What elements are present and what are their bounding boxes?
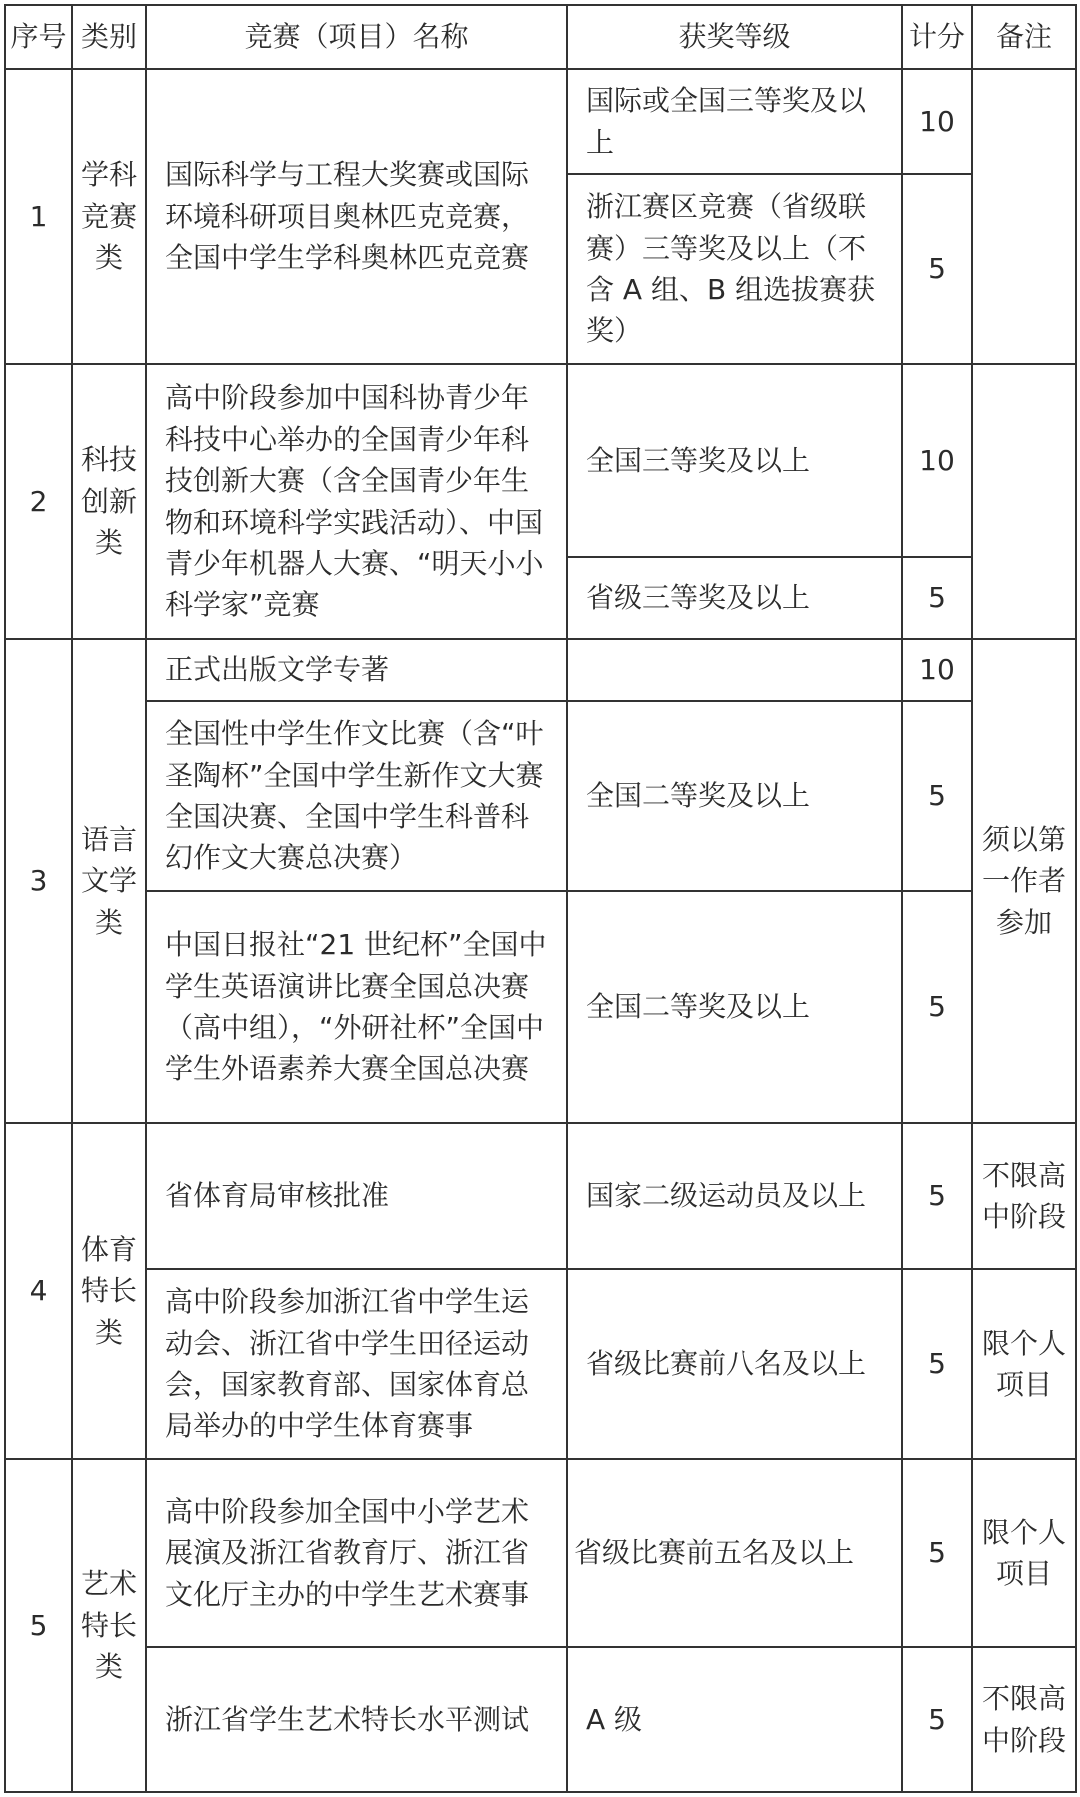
seq-cell: 3 (5, 639, 72, 1123)
award-cell: 国际或全国三等奖及以上 (567, 69, 902, 174)
score-cell: 5 (902, 174, 972, 364)
table-row (5, 364, 1076, 557)
note-cell: 限个人项目 (972, 1459, 1076, 1647)
seq-cell: 5 (5, 1459, 72, 1792)
table-row (5, 1123, 1076, 1269)
award-cell: 全国三等奖及以上 (567, 364, 902, 557)
score-cell: 10 (902, 69, 972, 174)
header-competition: 竞赛（项目）名称 (146, 5, 567, 69)
category-cell: 科技创新类 (72, 364, 146, 639)
competition-cell: 全国性中学生作文比赛（含“叶圣陶杯”全国中学生新作文大赛全国决赛、全国中学生科普科幻作文大赛总决赛） (146, 701, 567, 891)
table-row (5, 1269, 1076, 1459)
score-cell: 5 (902, 1123, 972, 1269)
header-award: 获奖等级 (567, 5, 902, 69)
note-cell: 不限高中阶段 (972, 1123, 1076, 1269)
score-cell: 5 (902, 1459, 972, 1647)
competition-cell: 高中阶段参加浙江省中学生运动会、浙江省中学生田径运动会，国家教育部、国家体育总局举办的中学生体育赛事 (146, 1269, 567, 1459)
award-cell: 全国二等奖及以上 (567, 891, 902, 1123)
category-cell: 语言文学类 (72, 639, 146, 1123)
note-cell: 须以第一作者参加 (972, 639, 1076, 1123)
competition-cell: 高中阶段参加全国中小学艺术展演及浙江省教育厅、浙江省文化厅主办的中学生艺术赛事 (146, 1459, 567, 1647)
header-note: 备注 (972, 5, 1076, 69)
seq-cell: 4 (5, 1123, 72, 1459)
category-cell: 学科竞赛类 (72, 69, 146, 364)
award-table (4, 4, 1077, 1793)
table-row (5, 1647, 1076, 1792)
note-cell (972, 364, 1076, 639)
table-row (5, 639, 1076, 701)
award-cell: 省级比赛前五名及以上 (567, 1459, 902, 1647)
score-cell: 5 (902, 891, 972, 1123)
award-cell: 浙江赛区竞赛（省级联赛）三等奖及以上（不含 A 组、B 组选拔赛获奖） (567, 174, 902, 364)
note-cell (972, 69, 1076, 364)
competition-cell: 高中阶段参加中国科协青少年科技中心举办的全国青少年科技创新大赛（含全国青少年生物和环境科学实践活动）、中国青少年机器人大赛、“明天小小科学家”竞赛 (146, 364, 567, 639)
competition-cell: 省体育局审核批准 (146, 1123, 567, 1269)
table-row (5, 1459, 1076, 1647)
header-seq: 序号 (5, 5, 72, 69)
award-cell: 国家二级运动员及以上 (567, 1123, 902, 1269)
header-category: 类别 (72, 5, 146, 69)
table-row (5, 701, 1076, 891)
competition-cell: 国际科学与工程大奖赛或国际环境科研项目奥林匹克竞赛，全国中学生学科奥林匹克竞赛 (146, 69, 567, 364)
score-cell: 10 (902, 639, 972, 701)
competition-cell: 正式出版文学专著 (146, 639, 567, 701)
category-cell: 艺术特长类 (72, 1459, 146, 1792)
score-cell: 5 (902, 557, 972, 639)
category-cell: 体育特长类 (72, 1123, 146, 1459)
competition-cell: 浙江省学生艺术特长水平测试 (146, 1647, 567, 1792)
award-cell: 省级三等奖及以上 (567, 557, 902, 639)
header-row (5, 5, 1076, 69)
note-cell: 不限高中阶段 (972, 1647, 1076, 1792)
award-cell: 省级比赛前八名及以上 (567, 1269, 902, 1459)
score-cell: 5 (902, 1269, 972, 1459)
note-cell: 限个人项目 (972, 1269, 1076, 1459)
seq-cell: 1 (5, 69, 72, 364)
award-cell: 全国二等奖及以上 (567, 701, 902, 891)
seq-cell: 2 (5, 364, 72, 639)
award-cell (567, 639, 902, 701)
score-cell: 5 (902, 1647, 972, 1792)
header-score: 计分 (902, 5, 972, 69)
score-cell: 10 (902, 364, 972, 557)
competition-cell: 中国日报社“21 世纪杯”全国中学生英语演讲比赛全国总决赛（高中组），“外研社杯”全国中学生外语素养大赛全国总决赛 (146, 891, 567, 1123)
score-cell: 5 (902, 701, 972, 891)
award-cell: A 级 (567, 1647, 902, 1792)
table-row (5, 891, 1076, 1123)
table-row (5, 69, 1076, 174)
